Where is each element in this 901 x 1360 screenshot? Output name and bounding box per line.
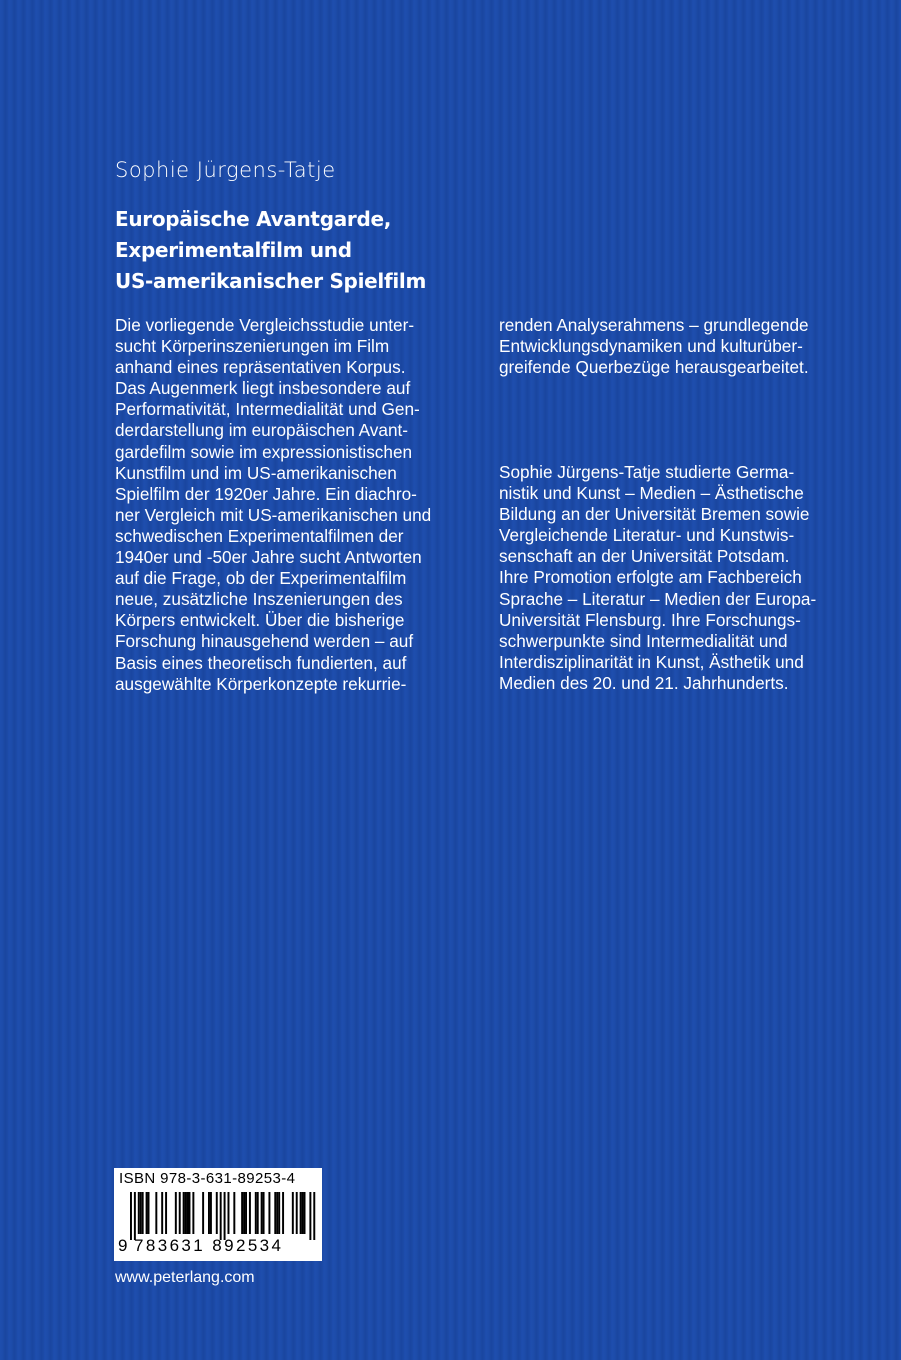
barcode-bar xyxy=(268,1192,270,1234)
barcode-bar xyxy=(245,1192,247,1234)
barcode-bar xyxy=(185,1192,187,1234)
isbn-label: ISBN 978-3-631-89253-4 xyxy=(119,1170,296,1187)
text-line: greifende Querbezüge herausgearbeitet. xyxy=(499,357,809,378)
barcode-bar xyxy=(192,1192,194,1234)
barcode-bar xyxy=(304,1192,306,1234)
barcode-bar xyxy=(302,1192,304,1234)
barcode-bar xyxy=(183,1192,185,1234)
text-line: anhand eines repräsentativen Korpus. xyxy=(115,357,406,378)
barcode-bar xyxy=(138,1192,140,1234)
barcode-bar xyxy=(165,1192,167,1234)
text-line: ner Vergleich mit US-amerikanischen und xyxy=(115,504,432,525)
barcode-bar xyxy=(216,1192,218,1234)
bio-line: Interdisziplinarität in Kunst, Ästhetik und xyxy=(499,651,804,672)
ean-digits: 783631 892534 xyxy=(134,1236,284,1255)
text-line: ausgewählte Körperkonzepte rekurrie- xyxy=(115,673,407,694)
text-line: Forschung hinausgehend werden – auf xyxy=(115,631,414,652)
barcode-bar xyxy=(130,1192,132,1240)
title-line: US-amerikanischer Spielfilm xyxy=(115,269,426,293)
barcode-bar xyxy=(282,1192,284,1234)
text-line: Basis eines theoretisch fundierten, auf xyxy=(115,652,407,673)
barcode-bar xyxy=(140,1192,142,1234)
barcode-bar xyxy=(220,1192,222,1240)
bio-line: Bildung an der Universität Bremen sowie xyxy=(499,504,810,525)
text-line: 1940er und -50er Jahre sucht Antworten xyxy=(115,547,422,568)
text-line: Kunstfilm und im US-amerikanischen xyxy=(115,462,397,483)
barcode-bar xyxy=(274,1192,276,1234)
barcode-bar xyxy=(148,1192,150,1234)
bio-line: nistik und Kunst – Medien – Ästhetische xyxy=(499,483,804,504)
barcode-bar xyxy=(161,1192,163,1234)
barcode-bar xyxy=(243,1192,245,1234)
bio-line: Sophie Jürgens-Tatje studierte Germa- xyxy=(499,462,795,482)
barcode-bar xyxy=(224,1192,226,1240)
author-name: Sophie Jürgens-Tatje xyxy=(115,158,336,182)
text-line: gardefilm sowie im expressionistischen xyxy=(115,441,413,462)
barcode-bar xyxy=(210,1192,212,1234)
text-line: Körpers entwickelt. Über die bisherige xyxy=(115,610,405,631)
text-line: Entwicklungsdynamiken und kulturüber- xyxy=(499,336,803,357)
bio-line: senschaft an der Universität Potsdam. xyxy=(499,546,790,567)
text-line: sucht Körperinszenierungen im Film xyxy=(115,336,390,357)
barcode-bar xyxy=(313,1192,315,1240)
bio-line: Vergleichende Literatur- und Kunstwis- xyxy=(499,525,795,546)
text-line: auf die Frage, ob der Experimentalfilm xyxy=(115,568,407,589)
barcode-bar xyxy=(142,1192,144,1234)
text-line: schwedischen Experimentalfilmen der xyxy=(115,525,404,546)
barcode-bar xyxy=(179,1192,181,1234)
bio-line: Sprache – Literatur – Medien der Europa- xyxy=(499,588,817,609)
barcode-bar xyxy=(241,1192,243,1234)
barcode-bar xyxy=(278,1192,280,1234)
barcode-bar xyxy=(189,1192,191,1234)
text-line: renden Analyserahmens – grundlegende xyxy=(499,315,809,335)
text-line: derdarstellung im europäischen Avant- xyxy=(115,420,409,441)
barcode-bar xyxy=(202,1192,204,1234)
barcode-bar xyxy=(296,1192,298,1234)
barcode-bar xyxy=(208,1192,210,1234)
bio-line: Ihre Promotion erfolgte am Fachbereich xyxy=(499,567,802,588)
barcode-bar xyxy=(261,1192,263,1234)
bio-line: schwerpunkte sind Intermedialität und xyxy=(499,630,788,651)
description-column-left xyxy=(115,315,431,695)
barcode-bar xyxy=(155,1192,157,1234)
title-line: Experimentalfilm und xyxy=(115,238,352,262)
barcode-bar xyxy=(249,1192,251,1234)
barcode-bar xyxy=(276,1192,278,1234)
text-line: neue, zusätzliche Inszenierungen des xyxy=(115,589,403,610)
barcode-bar xyxy=(187,1192,189,1234)
barcode-bar xyxy=(309,1192,311,1240)
text-line: Performativität, Intermedialität und Gen- xyxy=(115,399,420,420)
barcode-bar xyxy=(292,1192,294,1234)
text-line: Die vorliegende Vergleichsstudie unter- xyxy=(115,315,415,335)
bio-line: Universität Flensburg. Ihre Forschungs- xyxy=(499,609,801,630)
book-title xyxy=(115,204,426,297)
barcode-bar xyxy=(134,1192,136,1240)
publisher-website: www.peterlang.com xyxy=(115,1269,255,1286)
isbn-barcode xyxy=(114,1168,322,1261)
description-column-right xyxy=(499,315,809,378)
ean-first-digit: 9 xyxy=(118,1236,128,1255)
barcode-bar xyxy=(146,1192,148,1234)
title-line: Europäische Avantgarde, xyxy=(115,207,392,231)
barcode-bar xyxy=(228,1192,230,1234)
bio-line: Medien des 20. und 21. Jahrhunderts. xyxy=(499,672,789,693)
author-bio xyxy=(499,462,816,694)
barcode-bar xyxy=(233,1192,235,1234)
barcode-bar xyxy=(175,1192,177,1234)
text-line: Spielfilm der 1920er Jahre. Ein diachro- xyxy=(115,483,417,504)
barcode-bar xyxy=(263,1192,265,1234)
barcode-bar xyxy=(255,1192,257,1234)
barcode-bar xyxy=(257,1192,259,1234)
barcode-bar xyxy=(300,1192,302,1234)
text-line: Das Augenmerk liegt insbesondere auf xyxy=(115,378,411,399)
